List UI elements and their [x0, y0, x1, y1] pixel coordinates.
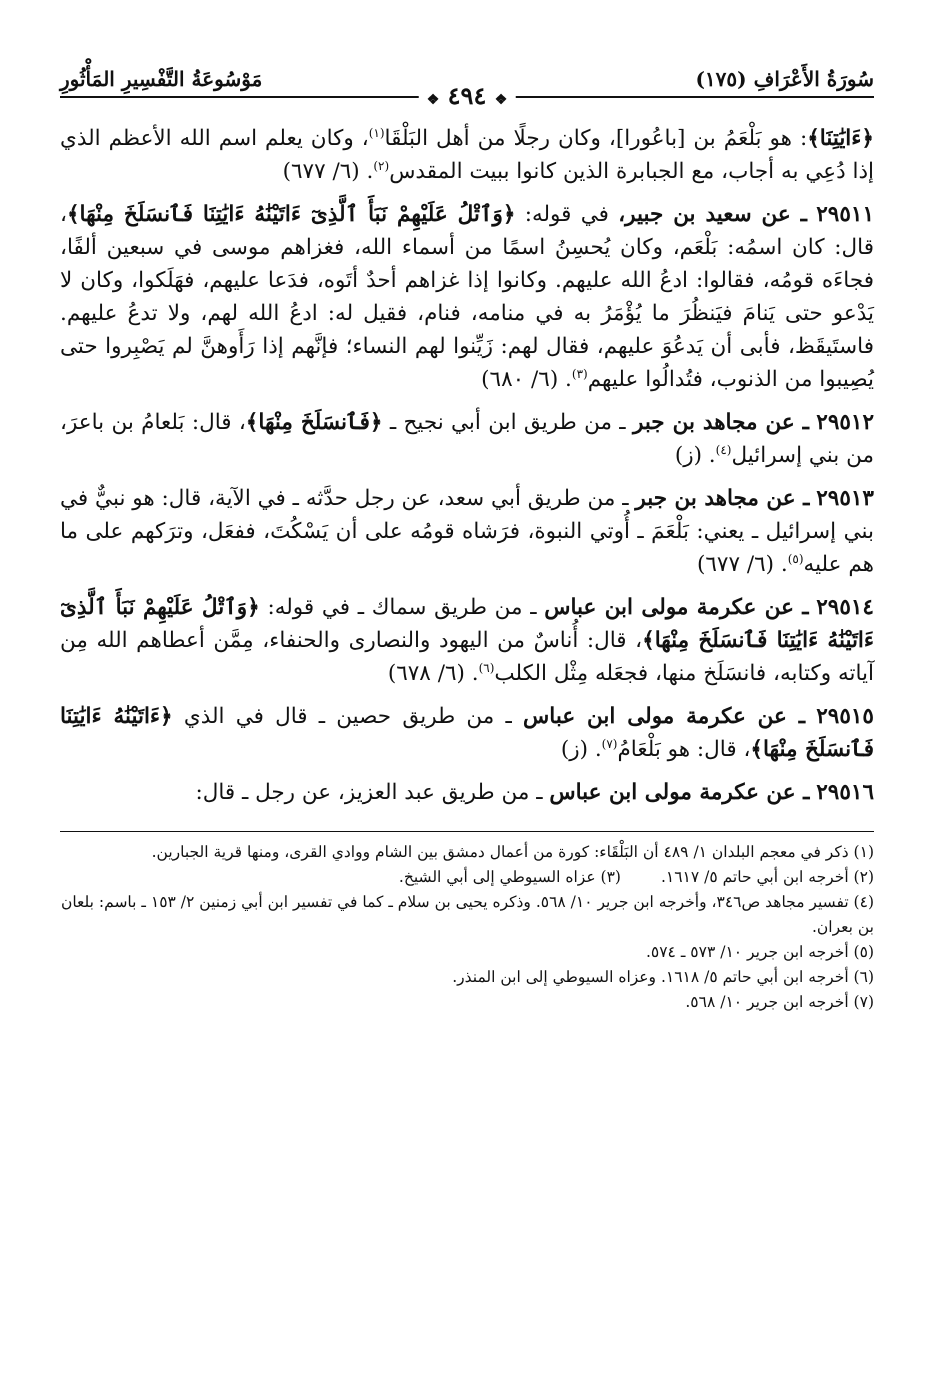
volume-reference: . (ز): [674, 443, 716, 468]
footnote-marker: (١): [368, 125, 385, 140]
paragraph-text: قال: هو نبيٌّ في بني إسرائيل ـ يعني: بَلْعَمَ ـ أُوتي النبوة، فرَشاه قومُه على أن يَسْكُتَ، ففعَل، وترَكهم على ما هم عليه: [60, 486, 874, 577]
footnote: (١) ذكر في معجم البلدان ١/ ٤٨٩ أن البَلْقَاء: كورة من أعمال دمشق بين الشام ووادي القرى، ومنها قرية الجبارين.: [151, 843, 874, 861]
volume-reference: . (ز): [560, 737, 602, 762]
lead-paragraph: [60, 122, 874, 188]
entry-intro: ـ من طريق ابن أبي نجيح ـ: [389, 410, 626, 435]
ornament-icon: ❖: [494, 92, 508, 108]
entry-number: ٢٩٥١٣: [816, 486, 874, 511]
footnote-marker: (٤): [715, 442, 732, 457]
paragraph-text: ، قال: كان اسمُه: بَلْعَم، وكان يُحسِنُ اسمًا من أسماء الله، فغزاهم موسى في سبعين ألفًا، فجاءَه قومُه، فقالوا: ادعُ الله عليهم. وكانوا إذا غزاهم أحدٌ أتَوه، فدَعا عليهم، فهَلَكوا، وكان لا يَدْعو حتى يَنامَ فيَنظُرَ ما يُؤْمَرُ به في منامه، فنام، فقيل له: ادعُ الله لهم، ولا تدعُ عليهم. فاستَيقَظ، فأبى أن يَدعُوَ عليهم، فقال لهم: زَيِّنوا لهم النساء؛ فإنَّهم إذا رَأَوهنَّ لم يَصْبِروا حتى يُصِيبوا من الذنوب، فتُدالُوا عليهم: [60, 202, 874, 392]
paragraph-text: ، قال: أُناسٌ من اليهود والنصارى والحنفاء، مِمَّن أعطاهم الله مِن آياته وكتابه، فانسَلَخ منها، فجعَله مِثْل الكلب: [60, 628, 874, 686]
narration-entry: [60, 591, 874, 690]
narrator: ـ عن عكرمة مولى ابن عباس: [523, 704, 806, 729]
footnote: (٢) أخرجه ابن أبي حاتم ٥/ ١٦١٧.: [660, 868, 874, 886]
narration-entry: [60, 700, 874, 766]
footnote: (٣) عزاه السيوطي إلى أبي الشيخ.: [398, 868, 621, 886]
quran-quote: ﴿وَٱتْلُ عَلَيْهِمْ نَبَأَ ٱلَّذِىٓ ءَاتَيْنَٰهُ ءَايَٰتِنَا فَٱنسَلَخَ مِنْهَا﴾: [60, 595, 875, 653]
footnote-row: [60, 865, 874, 890]
narration-entry: [60, 198, 874, 396]
ornament-icon: ❖: [426, 92, 440, 108]
narrator: ـ عن عكرمة مولى ابن عباس: [544, 595, 809, 620]
paragraph-text: ، قال: هو بَلْعَامُ: [617, 737, 751, 762]
quran-quote: ﴿ءَايَٰتِنَا﴾: [807, 126, 874, 151]
paragraph-text: ، وكان يعلم اسم الله الأعظم الذي إذا دُعِي به أجاب، مع الجبابرة الذين كانوا ببيت المقدس: [60, 126, 874, 184]
footnote-divider: [60, 831, 874, 832]
main-text: [60, 122, 874, 809]
entry-intro: في قوله:: [524, 202, 609, 227]
entry-number: ٢٩٥١١: [816, 202, 874, 227]
quran-quote: ﴿وَٱتْلُ عَلَيْهِمْ نَبَأَ ٱلَّذِىٓ ءَاتَيْنَٰهُ ءَايَٰتِنَا فَٱنسَلَخَ مِنْهَا﴾: [66, 202, 516, 227]
narration-entry: [60, 406, 874, 472]
entry-number: ٢٩٥١٤: [816, 595, 874, 620]
narrator: ـ عن مجاهد بن جبر: [632, 410, 809, 435]
footnote: (٦) أخرجه ابن أبي حاتم ٥/ ١٦١٨. وعزاه السيوطي إلى ابن المنذر.: [452, 968, 874, 986]
narrator: ـ عن مجاهد بن جبر: [635, 486, 810, 511]
narrator: ـ عن عكرمة مولى ابن عباس: [549, 780, 810, 805]
footnote-marker: (٣): [571, 366, 588, 381]
entry-intro: ـ من طريق عبد العزيز، عن رجل ـ قال:: [195, 780, 543, 805]
page-number-value: ٤٩٤: [447, 81, 487, 110]
page: [60, 62, 874, 1358]
footnote: (٥) أخرجه ابن جرير ١٠/ ٥٧٣ ـ ٥٧٤.: [645, 943, 874, 961]
paragraph-text: ، قال: بَلعامُ بن باعرَ، من بني إسرائيل: [60, 410, 874, 468]
footnote: (٧) أخرجه ابن جرير ١٠/ ٥٦٨.: [685, 993, 874, 1011]
footnote-marker: (٧): [601, 736, 618, 751]
narration-entry: [60, 482, 874, 581]
entry-number: ٢٩٥١٢: [816, 410, 875, 435]
volume-reference: . (٦/ ٦٨٠): [481, 367, 572, 392]
footnote-marker: (٥): [787, 551, 804, 566]
quran-quote: ﴿فَٱنسَلَخَ مِنْهَا﴾: [245, 410, 383, 435]
footnote-marker: (٦): [478, 660, 495, 675]
paragraph-text: : هو بَلْعَمُ بن [باعُورا]، وكان رجلًا من أهل البَلْقَا: [384, 126, 808, 151]
footnote: (٤) تفسير مجاهد ص٣٤٦، وأخرجه ابن جرير ١٠/ ٥٦٨. وذكره يحيى بن سلام ـ كما في تفسير ابن أبي زمنين ٢/ ١٥٣ ـ باسم: بلعان بن بعران.: [60, 893, 874, 936]
narration-entry: [60, 776, 874, 809]
book-title: مَوْسُوعَةُ التَّفْسِيرِ المَأْثُورِ: [60, 67, 263, 91]
page-number: [419, 81, 516, 110]
entry-intro: ـ من طريق أبي سعد، عن رجل حدَّثه ـ في الآية،: [208, 486, 629, 511]
running-header: [60, 62, 874, 110]
footnote-marker: (٢): [373, 158, 390, 173]
volume-reference: . (٦/ ٦٧٧): [696, 552, 788, 577]
footnotes: [60, 840, 874, 1015]
entry-intro: ـ من طريق سماك ـ في قوله:: [267, 595, 537, 620]
entry-number: ٢٩٥١٦: [816, 780, 874, 805]
entry-intro: ـ من طريق حصين ـ قال في الذي: [183, 704, 512, 729]
volume-reference: . (٦/ ٦٧٧): [282, 159, 374, 184]
narrator: ـ عن سعيد بن جبير،: [618, 202, 807, 227]
volume-reference: . (٦/ ٦٧٨): [387, 661, 479, 686]
entry-number: ٢٩٥١٥: [816, 704, 874, 729]
sura-title: سُورَةُ الأَعْرَافِ (١٧٥): [695, 67, 874, 91]
quran-quote: ﴿ءَاتَيْنَٰهُ ءَايَٰتِنَا فَٱنسَلَخَ مِنْهَا﴾: [60, 704, 874, 762]
